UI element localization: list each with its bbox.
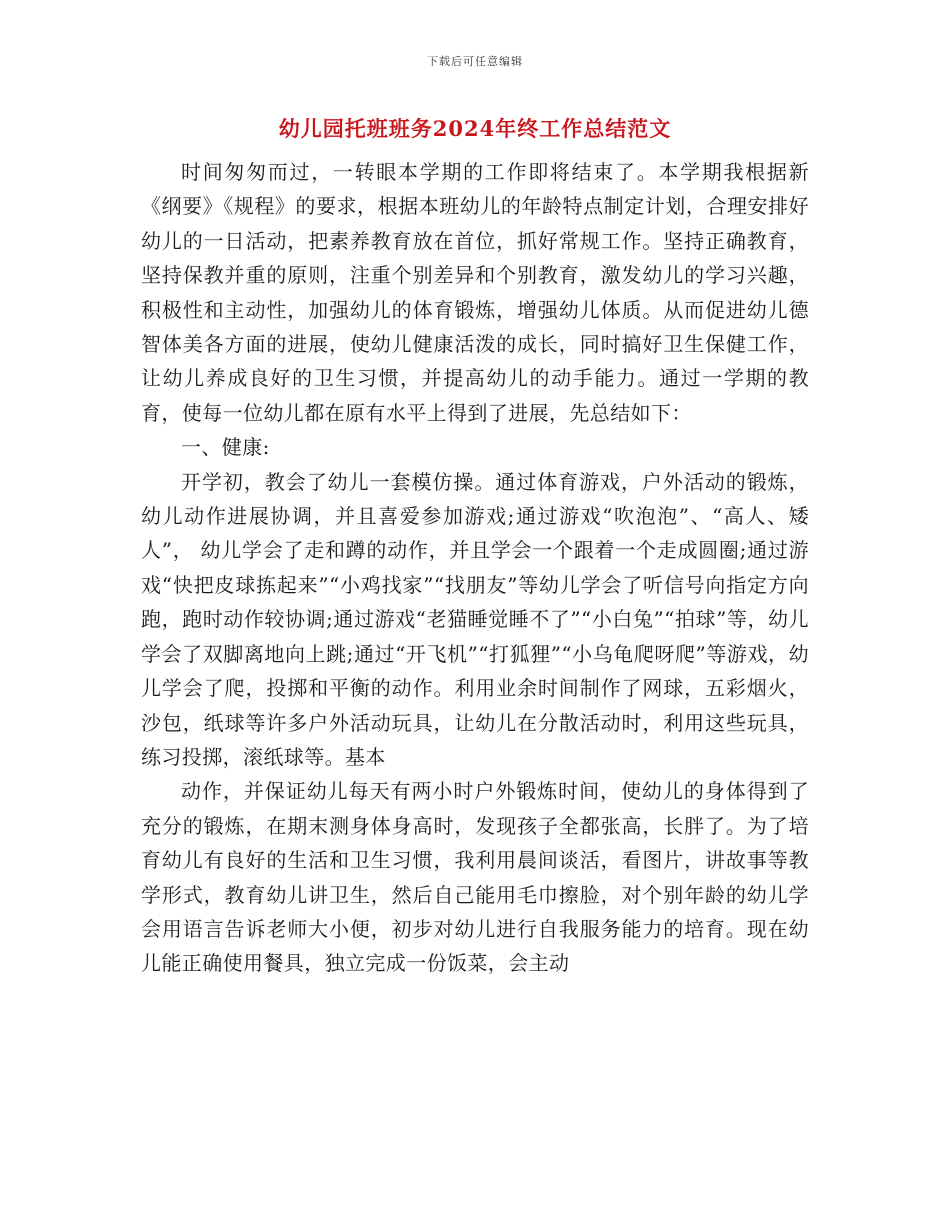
header-note: 下载后可任意编辑 [427, 55, 523, 68]
document-body [141, 155, 809, 981]
section-heading-health: 一、健康: [181, 435, 270, 460]
document-title: 幼儿园托班班务2024年终工作总结范文 [278, 116, 672, 141]
paragraph-health-habits: 动作，并保证幼儿每天有两小时户外锻炼时间，使幼儿的身体得到了充分的锻炼，在期末测身体身高时，发现孩子全都张高，长胖了。为了培育幼儿有良好的生活和卫生习惯，我利用晨间谈活，看图片，讲故事等教学形式，教育幼儿讲卫生，然后自己能用毛巾擦脸，对个别年龄的幼儿学会用语言告诉老师大小便，初步对幼儿进行自我服务能力的培育。现在幼儿能正确使用餐具，独立完成一份饭菜，会主动 [141, 779, 809, 976]
paragraph-health-activities: 开学初，教会了幼儿一套模仿操。通过体育游戏，户外活动的锻炼，幼儿动作进展协调，并且喜爱参加游戏;通过游戏“吹泡泡”、“高人、矮人”， 幼儿学会了走和蹲的动作，并且学会一个跟着一个走成圆圈;通过游戏“快把皮球拣起来”“小鸡找家”“找朋友”等幼儿学会了听信号向指定方向跑，跑时动作较协调;通过游戏“老猫睡觉睡不了”“小白兔”“拍球”等，幼儿学会了双脚离地向上跳;通过“开飞机”“打狐狸”“小乌龟爬呀爬”等游戏，幼儿学会了爬，投掷和平衡的动作。利用业余时间制作了网球，五彩烟火，沙包，纸球等许多户外活动玩具，让幼儿在分散活动时，利用这些玩具，练习投掷，滚纸球等。基本 [141, 469, 809, 769]
paragraph-intro: 时间匆匆而过，一转眼本学期的工作即将结束了。本学期我根据新《纲要》《规程》的要求，根据本班幼儿的年龄特点制定计划，合理安排好幼儿的一日活动，把素养教育放在首位，抓好常规工作。坚持正确教育，坚持保教并重的原则，注重个别差异和个别教育，激发幼儿的学习兴趣，积极性和主动性，加强幼儿的体育锻炼，增强幼儿体质。从而促进幼儿德智体美各方面的进展，使幼儿健康活泼的成长，同时搞好卫生保健工作，让幼儿养成良好的卫生习惯，并提高幼儿的动手能力。通过一学期的教育，使每一位幼儿都在原有水平上得到了进展，先总结如下： [141, 160, 809, 425]
